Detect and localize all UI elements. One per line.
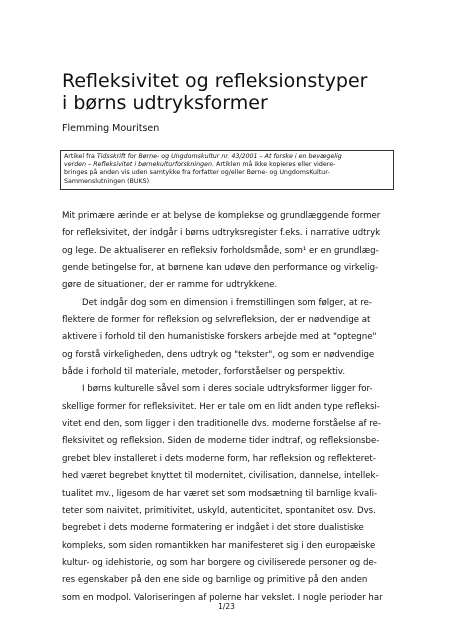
body-line: gende betingelse for, at børnene kan udøve den performance og virkelig- bbox=[62, 263, 379, 274]
body-line: som en modpol. Valoriseringen af polerne har vekslet. I nogle perioder har bbox=[62, 592, 383, 603]
body-line: kultur- og idehistorie, og som har borgere og civiliserede personer og de- bbox=[62, 557, 377, 568]
body-line: og lege. De aktualiserer en refleksiv forholdsmåde, som¹ er en grundlæg- bbox=[62, 245, 379, 256]
body-line: res egenskaber på den ene side og barnlige og primitive på den anden bbox=[62, 575, 368, 586]
notice-line: Artikel fra Tidsskrift for Børne- og Ungdomskultur nr. 43/2001 – At forske i en bevægelig bbox=[64, 153, 342, 160]
body-line: både i forhold til materiale, metoder, forforståelser og perspektiv. bbox=[62, 367, 346, 378]
body-line: Mit primære ærinde er at belyse de komplekse og grundlæggende former bbox=[62, 211, 381, 221]
notice-line: bringes på anden vis uden samtykke fra forfatter og/eller Børne- og UngdomsKultur- bbox=[64, 169, 330, 177]
body-line: kompleks, som siden romantikken har manifesteret sig i den europæiske bbox=[62, 540, 376, 551]
article-title bbox=[62, 70, 402, 114]
body-line: aktivere i forhold til den humanistiske forskers arbejde med at "optegne" bbox=[62, 332, 377, 343]
title-line: i børns udtryksformer bbox=[62, 92, 268, 114]
article-body bbox=[62, 208, 398, 607]
body-line: Det indgår dog som en dimension i fremstillingen som følger, at re- bbox=[82, 297, 372, 308]
body-line: teter som naivitet, primitivitet, uskyld, autenticitet, spontanitet osv. Dvs. bbox=[62, 505, 376, 516]
body-line: og forstå virkeligheden, dens udtryk og "tekster", og som er nødvendige bbox=[62, 349, 375, 360]
body-line: begrebet i dets moderne formatering er indgået i det store dualistiske bbox=[62, 523, 364, 534]
body-line: I børns kulturelle såvel som i deres sociale udtryksformer ligger for- bbox=[82, 384, 373, 395]
body-line: flektere de former for refleksion og selvrefleksion, der er nødvendige at bbox=[62, 315, 371, 326]
body-line: tualitet mv., ligesom de har været set som modsætning til barnlige kvali- bbox=[62, 488, 378, 499]
copyright-notice-box bbox=[60, 150, 394, 190]
page-number: 1/23 bbox=[218, 602, 235, 611]
body-line: for refleksivitet, der indgår i børns udtryksregister f.eks. i narrative udtryk bbox=[62, 228, 381, 239]
notice-line: verden – Refleksivitet i børnekulturforskningen. Artiklen må ikke kopieres eller videre- bbox=[64, 161, 336, 169]
body-line: vitet end den, som ligger i den traditionelle dvs. moderne forståelse af re- bbox=[62, 419, 382, 430]
body-line: skellige former for refleksivitet. Her er tale om en lidt anden type refleksi- bbox=[62, 401, 380, 412]
title-line: Refleksivitet og refleksionstyper bbox=[62, 70, 368, 92]
notice-line: Sammenslutningen (BUKS) bbox=[64, 177, 150, 185]
body-line: hed været begrebet knyttet til modernitet, civilisation, dannelse, intellek- bbox=[62, 471, 379, 482]
body-line: fleksivitet og refleksion. Siden de moderne tider indtraf, og refleksionsbe- bbox=[62, 436, 380, 447]
body-line: grebet blev installeret i dets moderne form, har refleksion og reflekteret- bbox=[62, 453, 376, 464]
author-name: Flemming Mouritsen bbox=[62, 123, 160, 134]
body-line: gøre de situationer, der er ramme for udtrykkene. bbox=[62, 280, 278, 291]
